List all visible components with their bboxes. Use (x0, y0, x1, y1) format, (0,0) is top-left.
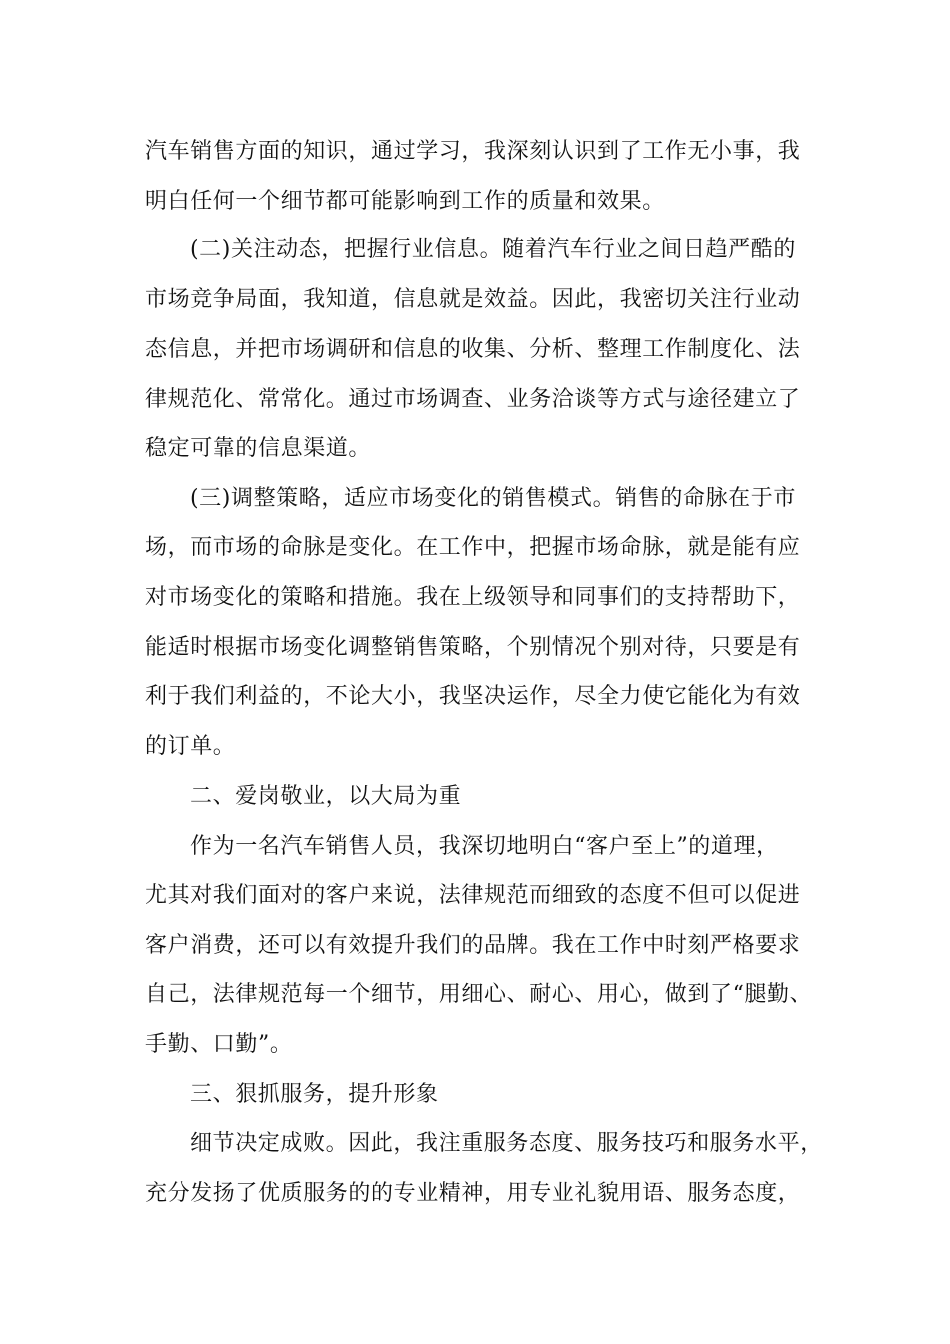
paragraph-first-line: 细节决定成败。因此，我注重服务态度、服务技巧和服务水平， (190, 1131, 823, 1156)
body-text-line: 利于我们利益的，不论大小，我坚决运作，尽全力使它能化为有效 (145, 684, 801, 709)
body-text-line: 充分发扬了优质服务的的专业精神，用专业礼貌用语、服务态度， (145, 1181, 801, 1206)
body-text-line: 客户消费，还可以有效提升我们的品牌。我在工作中时刻严格要求 (145, 933, 801, 958)
paragraph-first-line: (二)关注动态，把握行业信息。随着汽车行业之间日趋严酷的 (190, 237, 796, 262)
paragraph-first-line: (三)调整策略，适应市场变化的销售模式。销售的命脉在于市 (190, 486, 796, 511)
body-text-line: 场，而市场的命脉是变化。在工作中，把握市场命脉，就是能有应 (145, 535, 801, 560)
body-text-line: 手勤、口勤”。 (145, 1032, 293, 1057)
body-text-line: 自己，法律规范每一个细节，用细心、耐心、用心，做到了“腿勤、 (145, 982, 813, 1007)
body-text-line: 市场竞争局面，我知道，信息就是效益。因此，我密切关注行业动 (145, 287, 801, 312)
body-text-line: 律规范化、常常化。通过市场调查、业务洽谈等方式与途径建立了 (145, 387, 801, 412)
body-text-line: 的订单。 (145, 734, 236, 759)
body-text-line: 对市场变化的策略和措施。我在上级领导和同事们的支持帮助下， (145, 585, 801, 610)
section-heading: 二、爱岗敬业，以大局为重 (190, 784, 462, 809)
body-text-line: 明白任何一个细节都可能影响到工作的质量和效果。 (145, 189, 665, 214)
section-heading: 三、狠抓服务，提升形象 (190, 1082, 439, 1107)
body-text-line: 态信息，并把市场调研和信息的收集、分析、整理工作制度化、法 (145, 337, 801, 362)
body-text-line: 能适时根据市场变化调整销售策略，个别情况个别对待，只要是有 (145, 635, 801, 660)
paragraph-first-line: 作为一名汽车销售人员，我深切地明白“客户至上”的道理， (190, 834, 779, 859)
body-text-line: 稳定可靠的信息渠道。 (145, 436, 372, 461)
body-text-line: 尤其对我们面对的客户来说，法律规范而细致的态度不但可以促进 (145, 883, 801, 908)
body-text-line: 汽车销售方面的知识，通过学习，我深刻认识到了工作无小事，我 (145, 139, 801, 164)
